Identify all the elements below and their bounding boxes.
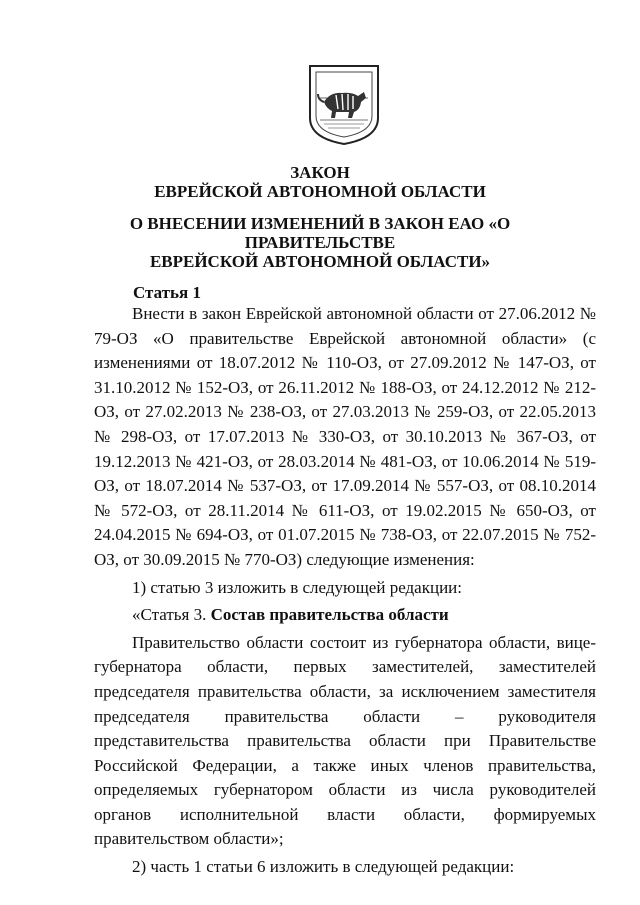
region-title: ЕВРЕЙСКОЙ АВТОНОМНОЙ ОБЛАСТИ: [154, 182, 486, 201]
item-2-paragraph: 2) часть 1 статьи 6 изложить в следующей редакции:: [132, 857, 515, 877]
coat-of-arms-emblem: [306, 62, 382, 146]
quoted-article-title: Состав правительства области: [210, 605, 449, 625]
article-heading: Статья 1: [133, 283, 201, 302]
item-1-paragraph: 1) статью 3 изложить в следующей редакции:: [132, 577, 462, 597]
article-intro-paragraph: Внести в закон Еврейской автономной области от 27.06.2012 № 79-ОЗ «О правительстве Еврейской автономной области» (с изменениями от 18.07.2012 № 110-ОЗ, от 27.09.2012 № 147-ОЗ, от 31.10.2012 № 152-ОЗ, от 26.11.2012 № 188-ОЗ, от 24.12.2012 № 212-ОЗ, от 27.02.2013 № 238-ОЗ, от 27.03.2013 № 259-ОЗ, от 22.05.2013 № 298-ОЗ, от 17.07.2013 № 330-ОЗ, от 30.10.2013 № 367-ОЗ, от 19.12.2013 № 421-ОЗ, от 28.03.2014 № 481-ОЗ, от 10.06.2014 № 519-ОЗ, от 18.07.2014 № 537-ОЗ, от 17.09.2014 № 557-ОЗ, от 08.10.2014 № 572-ОЗ, от 28.11.2014 № 611-ОЗ, от 19.02.2015 № 650-ОЗ, от 24.04.2015 № 694-ОЗ, от 01.07.2015 № 738-ОЗ, от 22.07.2015 № 752-ОЗ, от 30.09.2015 № 770-ОЗ) следующие изменения:: [94, 304, 596, 569]
quoted-article-heading: [94, 603, 596, 628]
law-subject-block: [60, 214, 580, 271]
quoted-article-prefix: «Статья 3.: [132, 605, 207, 625]
law-subject-line1: О ВНЕСЕНИИ ИЗМЕНЕНИЙ В ЗАКОН ЕАО «О ПРАВИТЕЛЬСТВЕ: [129, 214, 511, 252]
quoted-article-body: Правительство области состоит из губернатора области, вице-губернатора области, первых заместителей, заместителей председателя правительства области, за исключением заместителя председателя правительства области – руководителя представительства правительства области при Правительстве Российской Федерации, а также иных членов правительства, определяемых губернатором области из числа руководителей органов исполнительной власти области, формируемых правительством области»;: [94, 632, 596, 849]
article-body: [94, 302, 596, 880]
law-title: ЗАКОН: [290, 163, 350, 182]
law-subject-line2: ЕВРЕЙСКОЙ АВТОНОМНОЙ ОБЛАСТИ»: [149, 252, 491, 271]
law-title-block: [60, 163, 580, 201]
